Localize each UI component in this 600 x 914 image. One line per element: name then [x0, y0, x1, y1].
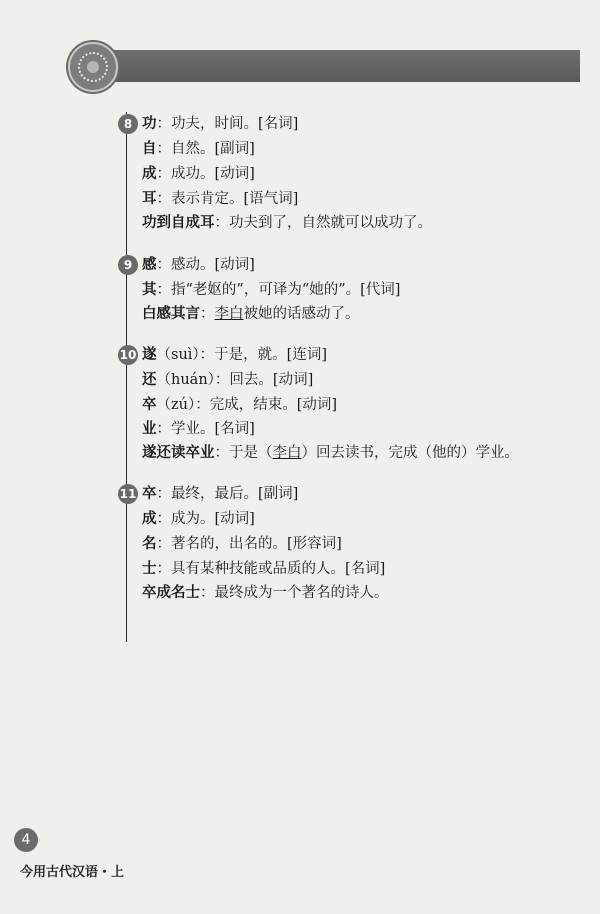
gloss-term: 还	[142, 371, 157, 388]
gloss-line	[142, 345, 327, 365]
gloss-term: 白感其言	[142, 305, 200, 322]
gloss-term: 卒成名士	[142, 584, 200, 601]
gloss-line	[142, 164, 255, 184]
gloss-line	[142, 559, 385, 579]
timeline-rule	[126, 112, 127, 642]
gloss-line	[142, 255, 255, 275]
section-number-badge: 9	[118, 255, 138, 275]
gloss-text: ：功夫，时间。[名词]	[156, 116, 299, 132]
gloss-term: 功到自成耳	[142, 214, 215, 231]
gloss-term: 自	[142, 140, 157, 157]
gloss-text: ：最终，最后。[副词]	[156, 486, 299, 502]
gloss-term: 功	[142, 115, 157, 132]
gloss-text: ：功夫到了，自然就可以成功了。	[214, 215, 432, 231]
translation-line	[142, 213, 432, 233]
gloss-text: ：学业。[名词]	[156, 421, 255, 437]
section-number-badge: 10	[118, 345, 138, 365]
gloss-text: ：自然。[副词]	[156, 141, 255, 157]
gloss-line	[142, 189, 298, 209]
gloss-line	[142, 395, 337, 415]
gloss-line	[142, 114, 298, 134]
gloss-line	[142, 280, 400, 300]
gloss-text: ：著名的，出名的。[形容词]	[156, 536, 342, 552]
gloss-term: 成	[142, 510, 157, 527]
section-number-badge: 8	[118, 114, 138, 134]
gloss-line	[142, 139, 255, 159]
gloss-line	[142, 419, 255, 439]
gloss-text: ：成功。[动词]	[156, 166, 255, 182]
gloss-line	[142, 370, 313, 390]
gloss-line	[142, 509, 255, 529]
gloss-term: 耳	[142, 190, 157, 207]
gloss-term: 遂	[142, 346, 157, 363]
gloss-text: ：最终成为一个著名的诗人。	[200, 585, 389, 601]
gloss-text: 被她的话感动了。	[243, 306, 360, 322]
gloss-term: 业	[142, 420, 157, 437]
translation-line	[142, 304, 360, 324]
gloss-term: 遂还读卒业	[142, 444, 215, 461]
gloss-text: （suì）：于是，就。[连词]	[156, 347, 327, 363]
gloss-term: 感	[142, 256, 157, 273]
gloss-text: （huán）：回去。[动词]	[156, 372, 314, 388]
gloss-text: （zú）：完成，结束。[动词]	[156, 397, 338, 413]
gloss-text: ：表示肯定。[语气词]	[156, 191, 299, 207]
gloss-line	[142, 534, 342, 554]
gloss-text: ：于是（	[214, 445, 273, 461]
seal-emblem-icon	[68, 42, 118, 92]
section-number-badge: 11	[118, 484, 138, 504]
gloss-text: ：感动。[动词]	[156, 257, 255, 273]
translation-line	[142, 443, 519, 463]
header-band	[86, 50, 580, 82]
gloss-text: ：	[200, 306, 215, 322]
gloss-text: ：指“老妪的”，可译为“她的”。[代词]	[156, 282, 401, 298]
book-title: 今用古代汉语・上	[20, 865, 125, 880]
gloss-term: 卒	[142, 396, 157, 413]
translation-line	[142, 583, 389, 603]
gloss-term: 士	[142, 560, 157, 577]
gloss-text: ）回去读书，完成（他的）学业。	[301, 445, 519, 461]
underlined-name: 李白	[214, 306, 244, 322]
gloss-text: ：成为。[动词]	[156, 511, 255, 527]
gloss-term: 其	[142, 281, 157, 298]
page-number-badge: 4	[14, 828, 38, 852]
underlined-name: 李白	[272, 445, 302, 461]
gloss-term: 名	[142, 535, 157, 552]
gloss-text: ：具有某种技能或品质的人。[名词]	[156, 561, 386, 577]
gloss-term: 卒	[142, 485, 157, 502]
gloss-line	[142, 484, 298, 504]
gloss-term: 成	[142, 165, 157, 182]
